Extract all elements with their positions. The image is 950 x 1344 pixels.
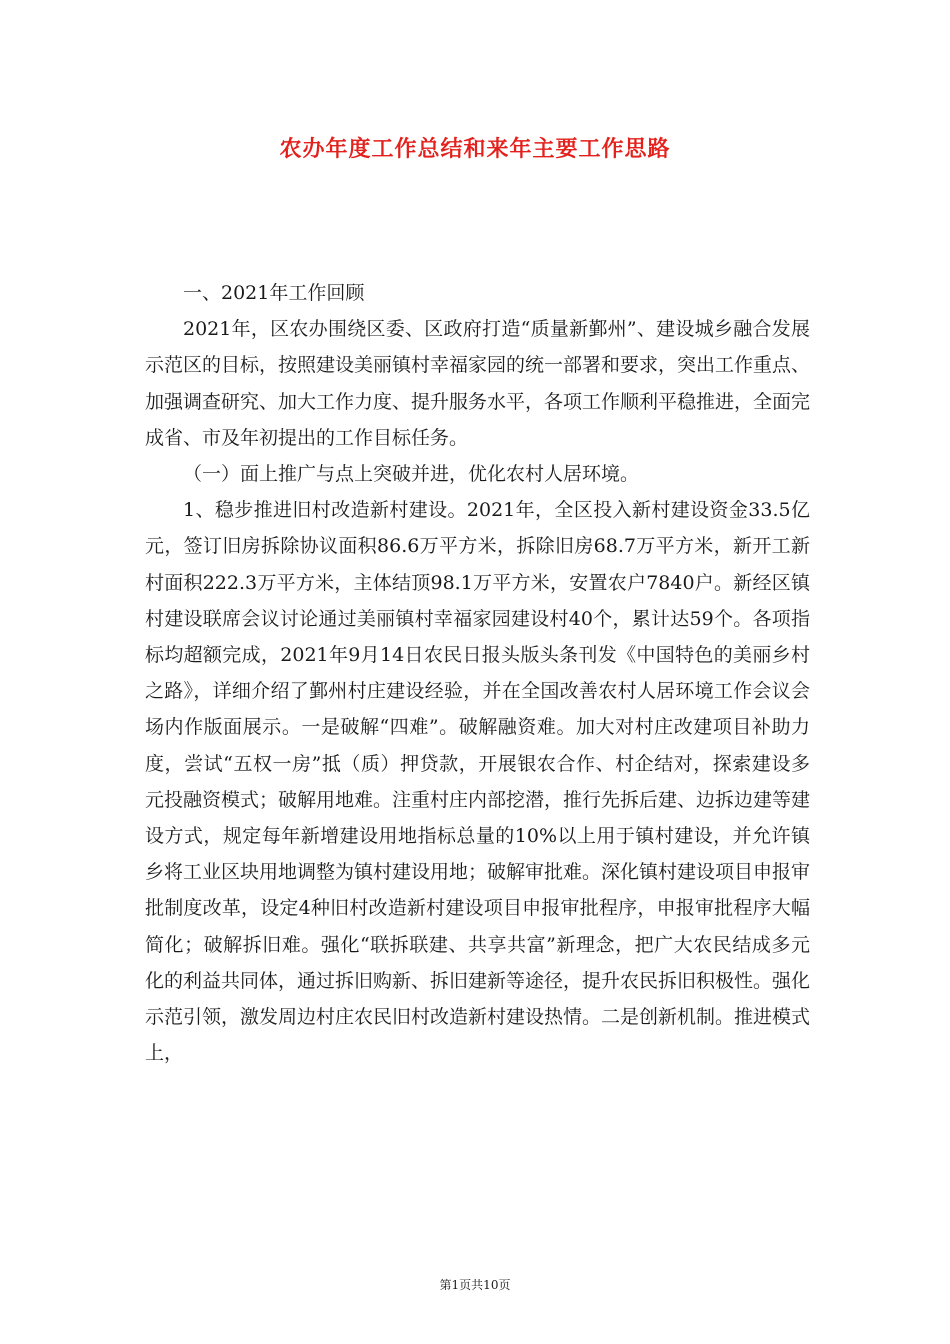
subsection-heading: （一）面上推广与点上突破并进，优化农村人居环境。 (183, 463, 640, 486)
section-heading: 一、2021年工作回顾 (183, 282, 365, 304)
paragraph-village-construction: 1、稳步推进旧村改造新村建设。2021年，全区投入新村建设资金33.5亿元，签订旧房拆除协议面积86.6万平方米，拆除旧房68.7万平方米，新开工新村面积222.3万平方米，主体结顶98.1万平方米，安置农户7840户。新经区镇村建设联席会议讨论通过美丽镇村幸福家园建设村40个，累计达59个。各项指标均超额完成，2021年9月14日农民日报头版头条刊发《中国特色的美丽乡村之路》，详细介绍了鄞州村庄建设经验，并在全国改善农村人居环境工作会议会场内作版面展示。一是破解“四难”。破解融资难。加大对村庄改建项目补助力度，尝试“五权一房”抵（质）押贷款，开展银农合作、村企结对，探索建设多元投融资模式；破解用地难。注重村庄内部挖潜，推行先拆后建、边拆边建等建设方式，规定每年新增建设用地指标总量的10%以上用于镇村建设，并允许镇乡将工业区块用地调整为镇村建设用地；破解审批难。深化镇村建设项目申报审批制度改革，设定4种旧村改造新村建设项目申报审批程序，申报审批程序大幅简化；破解拆旧难。强化“联拆联建、共享共富”新理念，把广大农民结成多元化的利益共同体，通过拆旧购新、拆旧建新等途径，提升农民拆旧积极性。强化示范引领，激发周边村庄农民旧村改造新村建设热情。二是创新机制。推进模式上， (145, 499, 811, 1065)
page-number: 第1页共10页 (439, 1278, 511, 1292)
document-body (145, 275, 810, 1071)
document-title: 农办年度工作总结和来年主要工作思路 (279, 136, 671, 162)
paragraph-intro: 2021年，区农办围绕区委、区政府打造“质量新鄞州”、建设城乡融合发展示范区的目标，按照建设美丽镇村幸福家园的统一部署和要求，突出工作重点、加强调查研究、加大工作力度、提升服务水平，各项工作顺利平稳推进，全面完成省、市及年初提出的工作目标任务。 (145, 318, 811, 449)
